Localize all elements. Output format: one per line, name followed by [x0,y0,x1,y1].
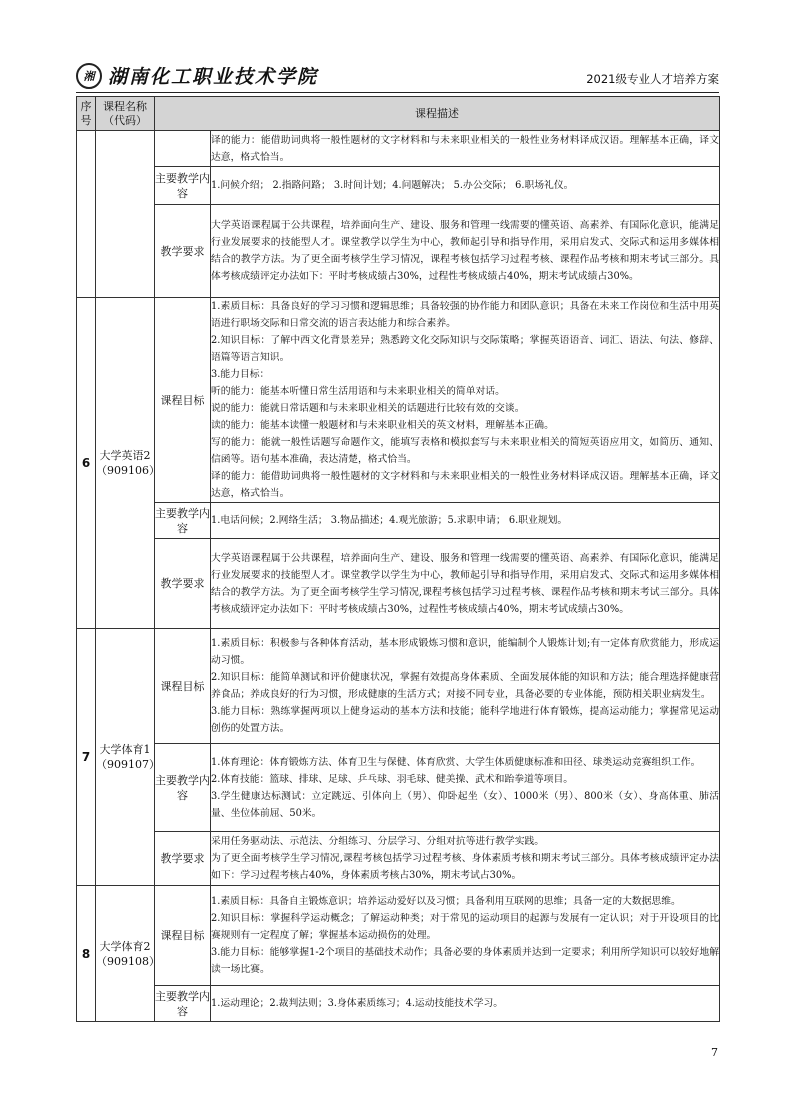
course-name [96,886,160,1022]
cell-no [77,131,96,298]
main-content [211,744,720,832]
objective-line: 译的能力：能借助词典将一般性题材的文字材料和与未来职业相关的一般性业务材料译成汉语。理解基本正确，译文达意，格式恰当。 [211,471,719,499]
course-title: 大学体育1 [99,743,151,756]
objectives-tail: 译的能力：能借助词典将一般性题材的文字材料和与未来职业相关的一般性业务材料译成汉语。理解基本正确，译文达意，格式恰当。 [211,131,720,167]
table-row [77,205,720,298]
objective-line: 1.素质目标：积极参与各种体育活动，基本形成锻炼习惯和意识，能编制个人锻炼计划;有一定体育欣赏能力，形成运动习惯。 [211,638,719,666]
table-header-row [77,97,720,131]
table-row [77,886,720,986]
main-content: 1.电话问候；2.网络生活； 3.物品描述；4.观光旅游；5.求职申请； 6.职业规划。 [211,503,720,539]
requirements: 大学英语课程属于公共课程，培养面向生产、建设、服务和管理一线需要的懂英语、高素养、有国际化意识，能满足行业发展要求的技能型人才。课堂教学以学生为中心，教师起引导和指导作用，采用启发式、交际式和运用多媒体相结合的教学方法。为了更全面考核学生学习情况，课程考核包括学习过程考核、课程作品考核和期末考试三部分。具体考核成绩评定办法如下：平时考核成绩占30%，过程性考核成绩占40%，期末考试成绩占30%。 [211,205,720,298]
course-code: （909106） [96,464,160,477]
course-name [96,298,160,629]
table-row [77,629,720,744]
main-content: 1.问候介绍； 2.指路问路； 3.时间计划；4.问题解决； 5.办公交际； 6.职场礼仪。 [211,167,720,205]
course-number: 6 [77,298,96,629]
label-objectives: 课程目标 [155,886,211,986]
requirements: 大学英语课程属于公共课程，培养面向生产、建设、服务和管理一线需要的懂英语、高素养、有国际化意识，能满足行业发展要求的技能型人才。课堂教学以学生为中心，教师起引导和指导作用，采用启发式、交际式和运用多媒体相结合的教学方法。为了更全面考核学生学习情况,课程考核包括学习过程考核、课程作品考核和期末考试三部分。具体考核成绩评定办法如下：平时考核成绩占30%，过程性考核成绩占40%，期末考试成绩占30%。 [211,539,720,629]
objective-line: 1.素质目标：具备良好的学习习惯和逻辑思维；具备较强的协作能力和团队意识；具备在未来工作岗位和生活中用英语进行职场交际和日常交流的语言表达能力和综合素养。 [211,301,719,329]
requirements [211,832,720,886]
objective-line: 说的能力：能就日常话题和与未来职业相关的话题进行比较有效的交谈。 [211,403,525,414]
objective-line: 听的能力：能基本听懂日常生活用语和与未来职业相关的简单对话。 [211,386,505,397]
cell-course-name [96,131,155,298]
objective-line: 2.知识目标：能简单测试和评价健康状况，掌握有效提高身体素质、全面发展体能的知识和方法；能合理选择健康营养食品；养成良好的行为习惯，形成健康的生活方式；对接不同专业，具备必要的专业体能，预防相关职业病发生。 [211,672,719,700]
table-row [77,539,720,629]
label-objectives: 课程目标 [155,298,211,503]
page-header [76,62,719,92]
table-row [77,832,720,886]
objective-line: 2.知识目标：了解中西文化背景差异；熟悉跨文化交际知识与交际策略；掌握英语语音、词汇、语法、句法、修辞、语篇等语言知识。 [211,335,719,363]
course-name [96,629,160,886]
school-logo [76,62,318,89]
content-line: 1.体育理论：体育锻炼方法、体育卫生与保健、体育欣赏、大学生体质健康标准和田径、球类运动竞赛组织工作。 [211,756,701,768]
objective-line: 3.能力目标：能够掌握1-2个项目的基础技术动作；具备必要的身体素质并达到一定要求；利用所学知识可以较好地解读一场比赛。 [211,947,719,975]
header-course-name: 课程名称（代码） [96,97,155,131]
course-number: 8 [77,886,96,1022]
header-description: 课程描述 [155,97,720,131]
course-objectives [211,298,720,503]
objective-line: 3.能力目标：熟练掌握两项以上健身运动的基本方法和技能；能科学地进行体育锻炼，提高运动能力；掌握常见运动创伤的处置方法。 [211,706,719,734]
course-objectives [211,886,720,986]
label-requirements: 教学要求 [155,205,211,298]
cell-label [155,131,211,167]
label-requirements: 教学要求 [155,539,211,629]
label-main-content: 主要教学内容 [155,167,211,205]
table-row [77,131,720,167]
header-no: 序号 [77,97,96,131]
table-row [77,167,720,205]
requirement-line: 为了更全面考核学生学习情况,课程考核包括学习过程考核、身体素质考核和期末考试三部分。具体考核成绩评定办法如下：学习过程考核占40%，身体素质考核占30%，期末考试占30%。 [211,853,719,881]
course-objectives [211,629,720,744]
label-main-content: 主要教学内容 [155,503,211,539]
objective-line: 2.知识目标：掌握科学运动概念；了解运动种类；对于常见的运动项目的起源与发展有一定认识；对于开设项目的比赛规则有一定程度了解；掌握基本运动损伤的处理。 [211,913,719,941]
table-row [77,503,720,539]
objective-line: 读的能力：能基本读懂一般题材和与未来职业相关的英文材料，理解基本正确。 [211,420,554,431]
objective-line: 写的能力：能就一般性话题写命题作文，能填写表格和模拟套写与未来职业相关的简短英语应用文，如简历、通知、信函等。语句基本准确，表达清楚，格式恰当。 [211,437,719,465]
course-code: （909107） [96,758,160,771]
label-main-content: 主要教学内容 [155,744,211,832]
objective-line: 3.能力目标： [211,369,270,380]
course-number: 7 [77,629,96,886]
table-row [77,986,720,1022]
course-code: （909108） [96,954,160,968]
requirement-line: 采用任务驱动法、示范法、分组练习、分层学习、分组对抗等进行教学实践。 [211,836,545,847]
course-title: 大学体育2 [99,939,151,953]
content-line: 3.学生健康达标测试：立定跳远、引体向上（男）、仰卧起坐（女）、1000米（男）、800米（女）、身高体重、肺活量、坐位体前屈、50米。 [211,790,719,819]
label-main-content: 主要教学内容 [155,986,211,1022]
document-title: 2021级专业人才培养方案 [586,72,719,86]
page-number: 7 [711,1046,718,1059]
school-name: 湖南化工职业技术学院 [108,66,319,88]
label-requirements: 教学要求 [155,832,211,886]
label-objectives: 课程目标 [155,629,211,744]
course-title: 大学英语2 [99,449,151,462]
content-line: 2.体育技能：篮球、排球、足球、乒乓球、羽毛球、健美操、武术和跆拳道等项目。 [211,773,574,785]
header-divider [76,92,719,93]
table-row [77,298,720,503]
course-table [76,96,720,1022]
main-content: 1.运动理论；2.裁判法则；3.身体素质练习；4.运动技能技术学习。 [211,986,720,1022]
logo-emblem-icon: 湘 [76,63,102,89]
objective-line: 1.素质目标：具备自主锻炼意识；培养运动爱好以及习惯；具备利用互联网的思维；具备一定的大数据思维。 [211,896,681,907]
table-row [77,744,720,832]
